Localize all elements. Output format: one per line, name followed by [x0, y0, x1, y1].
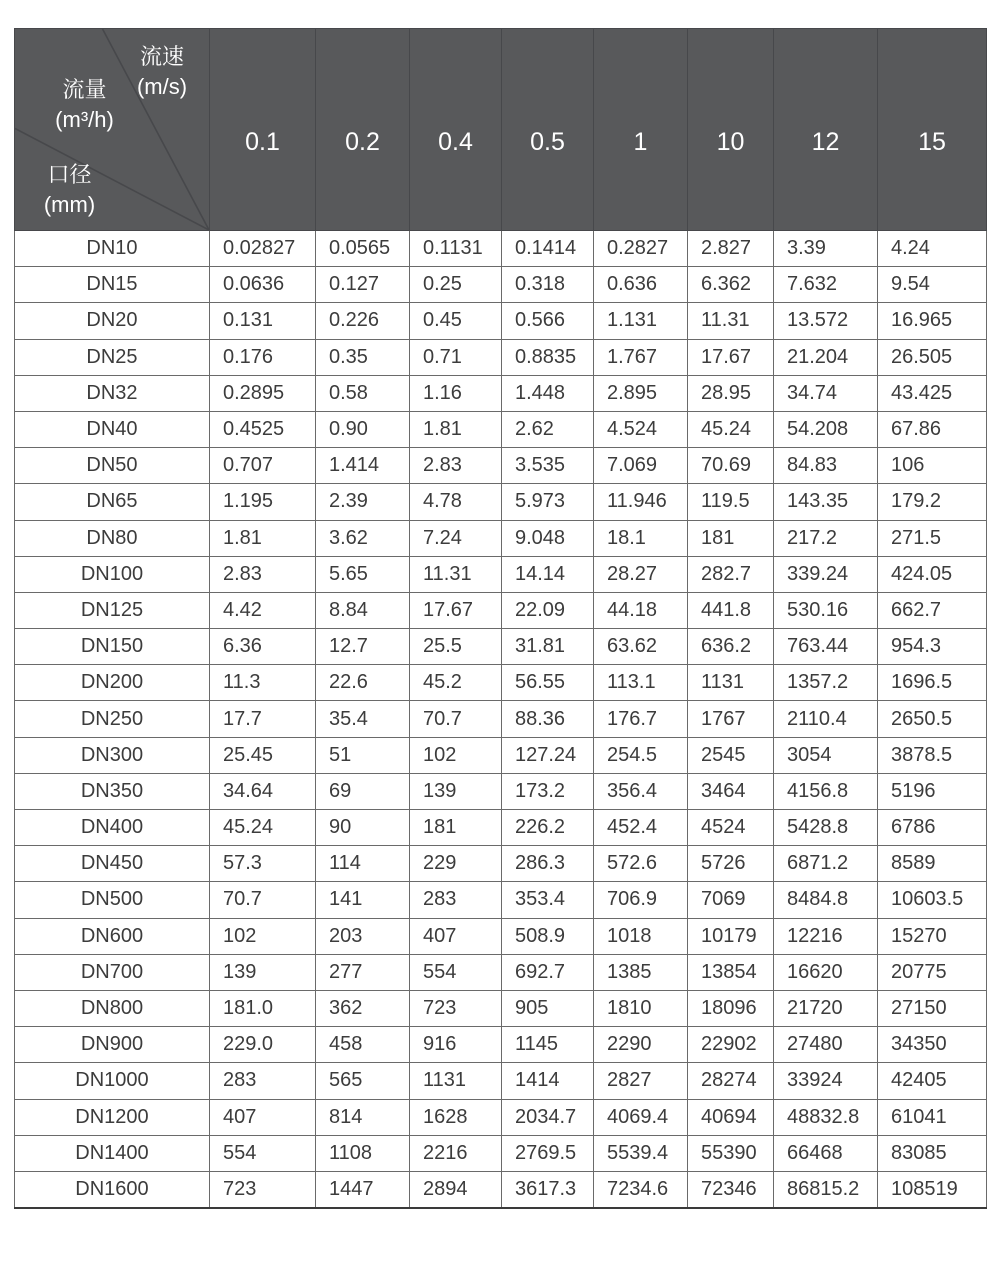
- diameter-cell: DN1200: [15, 1099, 210, 1135]
- flow-label-text: 流量: [62, 77, 107, 102]
- flow-value-cell: 0.176: [210, 339, 316, 375]
- flow-value-cell: 0.8835: [502, 339, 594, 375]
- flow-value-cell: 48832.8: [774, 1099, 878, 1135]
- flow-value-cell: 0.318: [502, 267, 594, 303]
- flow-value-cell: 10603.5: [878, 882, 987, 918]
- flow-value-cell: 11.3: [210, 665, 316, 701]
- flow-value-cell: 2769.5: [502, 1135, 594, 1171]
- flow-value-cell: 4.78: [410, 484, 502, 520]
- diameter-cell: DN40: [15, 411, 210, 447]
- flow-value-cell: 90: [316, 810, 410, 846]
- flow-value-cell: 21.204: [774, 339, 878, 375]
- flow-value-cell: 16.965: [878, 303, 987, 339]
- flow-value-cell: 17.67: [688, 339, 774, 375]
- diameter-cell: DN500: [15, 882, 210, 918]
- flow-value-cell: 5.973: [502, 484, 594, 520]
- flow-value-cell: 11.946: [594, 484, 688, 520]
- flow-value-cell: 0.1131: [410, 231, 502, 267]
- flow-value-cell: 4524: [688, 810, 774, 846]
- table-row: [15, 339, 987, 375]
- flow-value-cell: 723: [410, 990, 502, 1026]
- flow-value-cell: 339.24: [774, 556, 878, 592]
- diameter-cell: DN65: [15, 484, 210, 520]
- flow-value-cell: 1767: [688, 701, 774, 737]
- flow-value-cell: 102: [210, 918, 316, 954]
- flow-value-cell: 2.827: [688, 231, 774, 267]
- table-row: [15, 882, 987, 918]
- velocity-column-header: 10: [688, 29, 774, 231]
- flow-value-cell: 954.3: [878, 629, 987, 665]
- table-row: [15, 810, 987, 846]
- flow-value-cell: 0.90: [316, 411, 410, 447]
- flow-value-cell: 10179: [688, 918, 774, 954]
- flow-value-cell: 530.16: [774, 592, 878, 628]
- flow-value-cell: 565: [316, 1063, 410, 1099]
- flow-value-cell: 42405: [878, 1063, 987, 1099]
- flow-value-cell: 0.2827: [594, 231, 688, 267]
- flow-value-cell: 1.414: [316, 448, 410, 484]
- flow-value-cell: 28.95: [688, 375, 774, 411]
- flow-value-cell: 3878.5: [878, 737, 987, 773]
- table-body: [15, 231, 987, 1208]
- flow-value-cell: 176.7: [594, 701, 688, 737]
- flow-value-cell: 1018: [594, 918, 688, 954]
- flow-value-cell: 5196: [878, 773, 987, 809]
- table-row: [15, 592, 987, 628]
- flow-value-cell: 229: [410, 846, 502, 882]
- flow-value-cell: 69: [316, 773, 410, 809]
- flow-value-cell: 6.362: [688, 267, 774, 303]
- diameter-cell: DN10: [15, 231, 210, 267]
- table-row: [15, 520, 987, 556]
- flow-value-cell: 8589: [878, 846, 987, 882]
- flow-value-cell: 2290: [594, 1027, 688, 1063]
- flow-value-cell: 0.127: [316, 267, 410, 303]
- flow-value-cell: 13.572: [774, 303, 878, 339]
- flow-value-cell: 34350: [878, 1027, 987, 1063]
- flow-value-cell: 63.62: [594, 629, 688, 665]
- table-row: [15, 1063, 987, 1099]
- flow-value-cell: 20775: [878, 954, 987, 990]
- flow-value-cell: 27480: [774, 1027, 878, 1063]
- velocity-column-header: 0.4: [410, 29, 502, 231]
- flow-value-cell: 66468: [774, 1135, 878, 1171]
- flow-value-cell: 283: [410, 882, 502, 918]
- table-row: [15, 375, 987, 411]
- flow-value-cell: 3464: [688, 773, 774, 809]
- velocity-column-header: 15: [878, 29, 987, 231]
- flow-value-cell: 102: [410, 737, 502, 773]
- flow-value-cell: 0.707: [210, 448, 316, 484]
- flow-value-cell: 2.895: [594, 375, 688, 411]
- diameter-cell: DN150: [15, 629, 210, 665]
- flow-value-cell: 7.632: [774, 267, 878, 303]
- table-row: [15, 629, 987, 665]
- flow-value-cell: 22.6: [316, 665, 410, 701]
- flow-value-cell: 353.4: [502, 882, 594, 918]
- flow-value-cell: 181: [688, 520, 774, 556]
- flow-value-cell: 2894: [410, 1171, 502, 1207]
- flow-value-cell: 34.64: [210, 773, 316, 809]
- flow-value-cell: 72346: [688, 1171, 774, 1207]
- flow-value-cell: 2034.7: [502, 1099, 594, 1135]
- velocity-column-header: 0.5: [502, 29, 594, 231]
- flow-value-cell: 8.84: [316, 592, 410, 628]
- flow-value-cell: 763.44: [774, 629, 878, 665]
- flow-value-cell: 0.0565: [316, 231, 410, 267]
- flow-value-cell: 22902: [688, 1027, 774, 1063]
- table-row: [15, 990, 987, 1026]
- table-row: [15, 556, 987, 592]
- flow-value-cell: 5539.4: [594, 1135, 688, 1171]
- diameter-unit-text: (mm): [43, 192, 96, 218]
- flow-value-cell: 1.16: [410, 375, 502, 411]
- table-row: [15, 1135, 987, 1171]
- flow-value-cell: 1131: [688, 665, 774, 701]
- flow-value-cell: 119.5: [688, 484, 774, 520]
- flow-value-cell: 106: [878, 448, 987, 484]
- flow-value-cell: 0.25: [410, 267, 502, 303]
- table-row: [15, 448, 987, 484]
- flow-value-cell: 362: [316, 990, 410, 1026]
- flow-value-cell: 356.4: [594, 773, 688, 809]
- flow-value-cell: 9.048: [502, 520, 594, 556]
- flow-value-cell: 139: [210, 954, 316, 990]
- flow-value-cell: 0.4525: [210, 411, 316, 447]
- flow-value-cell: 70.7: [410, 701, 502, 737]
- flow-value-cell: 217.2: [774, 520, 878, 556]
- flow-value-cell: 4156.8: [774, 773, 878, 809]
- table-row: [15, 737, 987, 773]
- table-row: [15, 665, 987, 701]
- flow-value-cell: 554: [410, 954, 502, 990]
- flow-value-cell: 16620: [774, 954, 878, 990]
- flow-value-cell: 4.42: [210, 592, 316, 628]
- flow-value-cell: 7.069: [594, 448, 688, 484]
- flow-value-cell: 12.7: [316, 629, 410, 665]
- flow-value-cell: 0.71: [410, 339, 502, 375]
- velocity-unit-text: (m/s): [136, 74, 188, 100]
- flow-value-cell: 141: [316, 882, 410, 918]
- diameter-cell: DN50: [15, 448, 210, 484]
- flow-value-cell: 441.8: [688, 592, 774, 628]
- flow-value-cell: 31.81: [502, 629, 594, 665]
- table-row: [15, 918, 987, 954]
- diameter-cell: DN1400: [15, 1135, 210, 1171]
- flow-value-cell: 1385: [594, 954, 688, 990]
- flow-unit-text: (m³/h): [55, 107, 114, 133]
- flow-value-cell: 407: [210, 1099, 316, 1135]
- flow-value-cell: 56.55: [502, 665, 594, 701]
- table-row: [15, 411, 987, 447]
- flow-value-cell: 8484.8: [774, 882, 878, 918]
- flow-value-cell: 139: [410, 773, 502, 809]
- flow-value-cell: 0.58: [316, 375, 410, 411]
- flow-value-cell: 27150: [878, 990, 987, 1026]
- flow-value-cell: 11.31: [688, 303, 774, 339]
- flow-rate-conversion-table: [14, 28, 987, 1209]
- flow-value-cell: 0.226: [316, 303, 410, 339]
- flow-value-cell: 1108: [316, 1135, 410, 1171]
- table-row: [15, 846, 987, 882]
- flow-value-cell: 70.69: [688, 448, 774, 484]
- flow-value-cell: 11.31: [410, 556, 502, 592]
- diameter-cell: DN350: [15, 773, 210, 809]
- flow-value-cell: 113.1: [594, 665, 688, 701]
- velocity-column-header: 0.2: [316, 29, 410, 231]
- diameter-cell: DN32: [15, 375, 210, 411]
- velocity-column-header: 1: [594, 29, 688, 231]
- flow-value-cell: 254.5: [594, 737, 688, 773]
- flow-value-cell: 5.65: [316, 556, 410, 592]
- flow-value-cell: 35.4: [316, 701, 410, 737]
- diameter-cell: DN125: [15, 592, 210, 628]
- flow-value-cell: 1.81: [210, 520, 316, 556]
- flow-value-cell: 554: [210, 1135, 316, 1171]
- flow-value-cell: 61041: [878, 1099, 987, 1135]
- diameter-cell: DN1000: [15, 1063, 210, 1099]
- flow-value-cell: 286.3: [502, 846, 594, 882]
- flow-value-cell: 179.2: [878, 484, 987, 520]
- flow-value-cell: 0.131: [210, 303, 316, 339]
- flow-value-cell: 5726: [688, 846, 774, 882]
- flow-value-cell: 18.1: [594, 520, 688, 556]
- diameter-cell: DN15: [15, 267, 210, 303]
- flow-value-cell: 25.45: [210, 737, 316, 773]
- flow-value-cell: 2545: [688, 737, 774, 773]
- flow-value-cell: 572.6: [594, 846, 688, 882]
- flow-value-cell: 2.39: [316, 484, 410, 520]
- flow-value-cell: 226.2: [502, 810, 594, 846]
- flow-value-cell: 1810: [594, 990, 688, 1026]
- flow-value-cell: 25.5: [410, 629, 502, 665]
- flow-value-cell: 108519: [878, 1171, 987, 1207]
- flow-value-cell: 424.05: [878, 556, 987, 592]
- flow-value-cell: 229.0: [210, 1027, 316, 1063]
- flow-value-cell: 1145: [502, 1027, 594, 1063]
- table-row: [15, 267, 987, 303]
- table-header: [15, 29, 987, 231]
- corner-header-cell: [15, 29, 210, 231]
- flow-value-cell: 173.2: [502, 773, 594, 809]
- flow-value-cell: 3.39: [774, 231, 878, 267]
- flow-value-cell: 9.54: [878, 267, 987, 303]
- flow-value-cell: 407: [410, 918, 502, 954]
- diameter-cell: DN25: [15, 339, 210, 375]
- flow-value-cell: 6871.2: [774, 846, 878, 882]
- flow-value-cell: 55390: [688, 1135, 774, 1171]
- velocity-label-text: 流速: [139, 44, 184, 69]
- flow-value-cell: 86815.2: [774, 1171, 878, 1207]
- flow-value-cell: 0.566: [502, 303, 594, 339]
- flow-value-cell: 1.767: [594, 339, 688, 375]
- flow-value-cell: 28274: [688, 1063, 774, 1099]
- flow-value-cell: 4069.4: [594, 1099, 688, 1135]
- flow-value-cell: 7.24: [410, 520, 502, 556]
- flow-value-cell: 51: [316, 737, 410, 773]
- flow-value-cell: 3.535: [502, 448, 594, 484]
- flow-value-cell: 1131: [410, 1063, 502, 1099]
- flow-value-cell: 2650.5: [878, 701, 987, 737]
- flow-value-cell: 7234.6: [594, 1171, 688, 1207]
- flow-value-cell: 84.83: [774, 448, 878, 484]
- flow-value-cell: 452.4: [594, 810, 688, 846]
- flow-value-cell: 44.18: [594, 592, 688, 628]
- flow-value-cell: 1.131: [594, 303, 688, 339]
- flow-value-cell: 43.425: [878, 375, 987, 411]
- flow-value-cell: 1357.2: [774, 665, 878, 701]
- diameter-cell: DN20: [15, 303, 210, 339]
- flow-value-cell: 277: [316, 954, 410, 990]
- flow-value-cell: 0.1414: [502, 231, 594, 267]
- flow-value-cell: 2827: [594, 1063, 688, 1099]
- flow-value-cell: 814: [316, 1099, 410, 1135]
- flow-value-cell: 0.45: [410, 303, 502, 339]
- flow-value-cell: 54.208: [774, 411, 878, 447]
- flow-value-cell: 28.27: [594, 556, 688, 592]
- diameter-cell: DN200: [15, 665, 210, 701]
- flow-value-cell: 1414: [502, 1063, 594, 1099]
- flow-value-cell: 0.636: [594, 267, 688, 303]
- flow-value-cell: 45.24: [688, 411, 774, 447]
- flow-value-cell: 2216: [410, 1135, 502, 1171]
- flow-value-cell: 33924: [774, 1063, 878, 1099]
- diameter-cell: DN250: [15, 701, 210, 737]
- diameter-cell: DN600: [15, 918, 210, 954]
- flow-value-cell: 1.195: [210, 484, 316, 520]
- diameter-axis-label: [27, 160, 112, 221]
- flow-value-cell: 3617.3: [502, 1171, 594, 1207]
- velocity-column-header: 12: [774, 29, 878, 231]
- flow-value-cell: 7069: [688, 882, 774, 918]
- flow-value-cell: 17.67: [410, 592, 502, 628]
- flow-value-cell: 2110.4: [774, 701, 878, 737]
- flow-value-cell: 26.505: [878, 339, 987, 375]
- flow-value-cell: 916: [410, 1027, 502, 1063]
- flow-value-cell: 2.83: [410, 448, 502, 484]
- table-row: [15, 303, 987, 339]
- flow-value-cell: 5428.8: [774, 810, 878, 846]
- diameter-cell: DN400: [15, 810, 210, 846]
- flow-value-cell: 271.5: [878, 520, 987, 556]
- flow-value-cell: 2.62: [502, 411, 594, 447]
- flow-value-cell: 662.7: [878, 592, 987, 628]
- flow-value-cell: 45.24: [210, 810, 316, 846]
- flow-value-cell: 1628: [410, 1099, 502, 1135]
- flow-value-cell: 88.36: [502, 701, 594, 737]
- flow-value-cell: 18096: [688, 990, 774, 1026]
- diameter-cell: DN300: [15, 737, 210, 773]
- flow-value-cell: 114: [316, 846, 410, 882]
- flow-value-cell: 203: [316, 918, 410, 954]
- flow-value-cell: 67.86: [878, 411, 987, 447]
- flow-value-cell: 3.62: [316, 520, 410, 556]
- flow-axis-label: [37, 75, 132, 136]
- flow-value-cell: 181: [410, 810, 502, 846]
- table-row: [15, 484, 987, 520]
- flow-value-cell: 83085: [878, 1135, 987, 1171]
- flow-value-cell: 181.0: [210, 990, 316, 1026]
- table-row: [15, 1027, 987, 1063]
- flow-value-cell: 723: [210, 1171, 316, 1207]
- table-row: [15, 773, 987, 809]
- flow-value-cell: 3054: [774, 737, 878, 773]
- flow-value-cell: 21720: [774, 990, 878, 1026]
- flow-value-cell: 40694: [688, 1099, 774, 1135]
- diameter-label-text: 口径: [47, 162, 92, 187]
- header-row: [15, 29, 987, 231]
- flow-value-cell: 282.7: [688, 556, 774, 592]
- flow-value-cell: 13854: [688, 954, 774, 990]
- flow-value-cell: 34.74: [774, 375, 878, 411]
- flow-value-cell: 127.24: [502, 737, 594, 773]
- flow-value-cell: 57.3: [210, 846, 316, 882]
- flow-value-cell: 706.9: [594, 882, 688, 918]
- flow-value-cell: 6.36: [210, 629, 316, 665]
- diameter-cell: DN80: [15, 520, 210, 556]
- flow-value-cell: 17.7: [210, 701, 316, 737]
- flow-value-cell: 2.83: [210, 556, 316, 592]
- flow-value-cell: 4.24: [878, 231, 987, 267]
- flow-value-cell: 905: [502, 990, 594, 1026]
- flow-value-cell: 458: [316, 1027, 410, 1063]
- table-row: [15, 1171, 987, 1207]
- flow-value-cell: 1.81: [410, 411, 502, 447]
- diameter-cell: DN800: [15, 990, 210, 1026]
- flow-value-cell: 6786: [878, 810, 987, 846]
- flow-value-cell: 0.2895: [210, 375, 316, 411]
- flow-value-cell: 1447: [316, 1171, 410, 1207]
- flow-value-cell: 70.7: [210, 882, 316, 918]
- velocity-column-header: 0.1: [210, 29, 316, 231]
- flow-value-cell: 12216: [774, 918, 878, 954]
- flow-value-cell: 14.14: [502, 556, 594, 592]
- diameter-cell: DN1600: [15, 1171, 210, 1207]
- flow-value-cell: 22.09: [502, 592, 594, 628]
- table-row: [15, 954, 987, 990]
- flow-value-cell: 692.7: [502, 954, 594, 990]
- flow-value-cell: 636.2: [688, 629, 774, 665]
- diameter-cell: DN900: [15, 1027, 210, 1063]
- flow-value-cell: 508.9: [502, 918, 594, 954]
- flow-value-cell: 283: [210, 1063, 316, 1099]
- flow-value-cell: 45.2: [410, 665, 502, 701]
- flow-value-cell: 0.35: [316, 339, 410, 375]
- flow-value-cell: 0.0636: [210, 267, 316, 303]
- table-row: [15, 231, 987, 267]
- flow-value-cell: 1696.5: [878, 665, 987, 701]
- table-row: [15, 701, 987, 737]
- table-row: [15, 1099, 987, 1135]
- flow-value-cell: 15270: [878, 918, 987, 954]
- diameter-cell: DN450: [15, 846, 210, 882]
- flow-value-cell: 0.02827: [210, 231, 316, 267]
- flow-value-cell: 143.35: [774, 484, 878, 520]
- flow-value-cell: 1.448: [502, 375, 594, 411]
- diameter-cell: DN700: [15, 954, 210, 990]
- diameter-cell: DN100: [15, 556, 210, 592]
- flow-value-cell: 4.524: [594, 411, 688, 447]
